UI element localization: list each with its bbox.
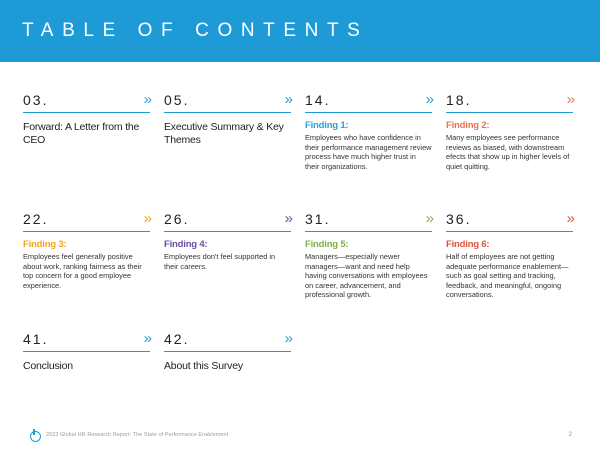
toc-entry[interactable]	[446, 210, 573, 300]
finding-description: Employees who have confidence in their performance management review process have much higher trust in their organizations.	[305, 133, 432, 171]
toc-entry-header	[23, 210, 150, 232]
toc-entry[interactable]	[23, 330, 150, 373]
toc-page-number: 42.	[164, 331, 190, 347]
toc-entry[interactable]	[23, 210, 150, 290]
toc-page-number: 18.	[446, 92, 472, 108]
page-footer	[0, 424, 600, 450]
toc-entry-header	[23, 91, 150, 113]
toc-entry[interactable]	[446, 91, 573, 171]
toc-entry-title[interactable]: Forward: A Letter from the CEO	[23, 121, 140, 146]
toc-entry-header	[23, 330, 150, 352]
finding-title[interactable]: Finding 5:	[305, 239, 349, 250]
toc-page-number: 26.	[164, 211, 190, 227]
footer-page-number: 2	[568, 432, 572, 438]
toc-entry-header	[164, 330, 291, 352]
toc-page-number: 36.	[446, 211, 472, 227]
finding-title[interactable]: Finding 4:	[164, 239, 208, 250]
chevron-right-icon[interactable]: »	[284, 210, 292, 227]
page-title: TABLE OF CONTENTS	[22, 20, 369, 41]
toc-entry-title[interactable]: About this Survey	[164, 360, 243, 372]
toc-entry[interactable]	[164, 91, 291, 147]
toc-entry[interactable]	[23, 91, 150, 147]
header-banner	[0, 0, 600, 62]
toc-entry[interactable]	[164, 210, 291, 271]
toc-entry-header	[305, 91, 432, 113]
finding-description: Many employees see performance reviews as biased, with downstream efects that show up in higher levels of quiet quitting.	[446, 133, 570, 171]
toc-entry-header	[164, 91, 291, 113]
toc-entry-header	[446, 210, 573, 232]
brand-logo-icon	[30, 431, 41, 442]
toc-entry-title[interactable]: Executive Summary & Key Themes	[164, 121, 284, 146]
chevron-right-icon[interactable]: »	[143, 210, 151, 227]
toc-page-number: 22.	[23, 211, 49, 227]
finding-title[interactable]: Finding 1:	[305, 120, 349, 131]
finding-description: Half of employees are not getting adequate performance enablement—such as goal setting and tracking, feedback, and meaningful, ongoing conversations.	[446, 252, 569, 300]
toc-entry[interactable]	[164, 330, 291, 373]
chevron-right-icon[interactable]: »	[425, 210, 433, 227]
finding-title[interactable]: Finding 6:	[446, 239, 490, 250]
finding-title[interactable]: Finding 3:	[23, 239, 67, 250]
toc-page-number: 41.	[23, 331, 49, 347]
toc-entry-header	[305, 210, 432, 232]
finding-title[interactable]: Finding 2:	[446, 120, 490, 131]
toc-entry-header	[164, 210, 291, 232]
chevron-right-icon[interactable]: »	[143, 91, 151, 108]
chevron-right-icon[interactable]: »	[284, 330, 292, 347]
toc-page-number: 14.	[305, 92, 331, 108]
toc-entry-header	[446, 91, 573, 113]
footer-report-title: 2023 Global HR Research Report: The State of Performance Enablement	[46, 432, 229, 438]
toc-page-number: 31.	[305, 211, 331, 227]
toc-page-number: 03.	[23, 92, 49, 108]
chevron-right-icon[interactable]: »	[143, 330, 151, 347]
toc-entry[interactable]	[305, 91, 432, 171]
chevron-right-icon[interactable]: »	[566, 210, 574, 227]
finding-description: Employees feel generally positive about work, ranking fairness as their top concern for a good employee experience.	[23, 252, 142, 290]
finding-description: Managers—especially newer managers—want and need help having conversations with employees on career, advancement, and professional growth.	[305, 252, 428, 300]
toc-entry-title[interactable]: Conclusion	[23, 360, 73, 372]
chevron-right-icon[interactable]: »	[566, 91, 574, 108]
finding-description: Employees don't feel supported in their careers.	[164, 252, 276, 271]
toc-entry[interactable]	[305, 210, 432, 300]
toc-page-number: 05.	[164, 92, 190, 108]
chevron-right-icon[interactable]: »	[284, 91, 292, 108]
chevron-right-icon[interactable]: »	[425, 91, 433, 108]
